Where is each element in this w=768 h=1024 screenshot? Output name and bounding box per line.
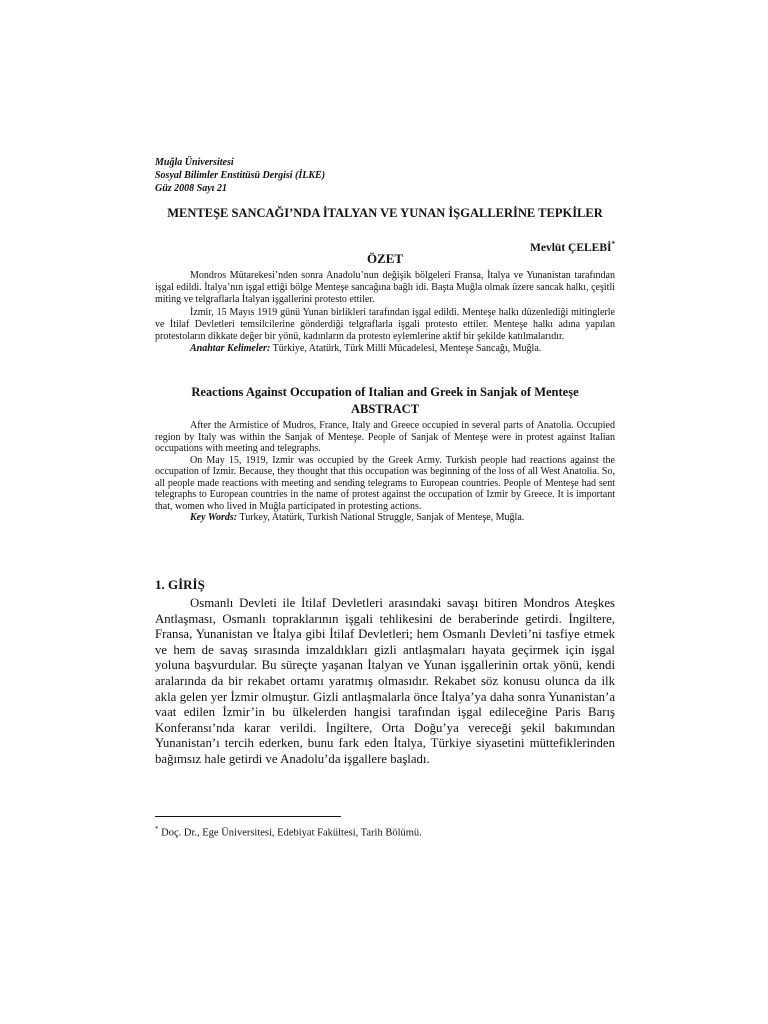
- journal-header: [155, 156, 615, 195]
- abstract-heading: ABSTRACT: [350, 402, 420, 416]
- footnote-marker: *: [155, 825, 159, 833]
- abstract-paragraph: After the Armistice of Mudros, France, Italy and Greece occupied in several parts of Anatolia. Occupied region by Italy was within the Sanjak of Menteşe. People of Sanjak of Menteşe were in protest against Italian occupations with meeting and telegraphs.: [155, 420, 615, 454]
- article-title: MENTEŞE SANCAĞI’NDA İTALYAN VE YUNAN İŞGALLERİNE TEPKİLER: [167, 206, 603, 220]
- keywords-label: Anahtar Kelimeler:: [190, 343, 271, 355]
- abstract-body: [155, 420, 615, 524]
- body-paragraph: Osmanlı Devleti ile İtilaf Devletleri arasındaki savaşı bitiren Mondros Ateşkes Antlaşması, Osmanlı topraklarının işgali tehlikesini de beraberinde getirdi. İngiltere, Fransa, Yunanistan ve İtalya gibi İtilaf Devletleri; hem Osmanlı Devleti’ni tasfiye etmek ve hem de savaş sırasında imzaldıkları gizli antlaşmaları hayata geçirmek için işgal yoluna başvurdular. Bu süreçte yaşanan İtalyan ve Yunan işgallerinin ortak yönü, kendi aralarında da bir rekabet ortamı yaratmış olmasıdır. Rekabet söz konusu olunca da ilk akla gelen yer İzmir olmuştur. Gizli antlaşmalarla önce İtalya’ya daha sonra Yunanistan’a vaat edilen İzmir’in bu ülkelerden hangisi tarafından işgal edileceğine Paris Barış Konferansı’nda karar verildi. İngiltere, Orta Doğu’ya vereceği şekil bakımından Yunanistan’ı tercih ederken, bunu fark eden İtalya, Türkiye siyasetini müttefiklerinden bağımsız hale getirdi ve Anadolu’da işgallere başladı.: [155, 596, 615, 766]
- footnote-divider: [155, 816, 341, 817]
- journal-issue: Güz 2008 Sayı 21: [155, 183, 227, 194]
- keywords-text: Turkey, Atatürk, Turkish National Struggle, Sanjak of Menteşe, Muğla.: [239, 512, 525, 523]
- keywords-label: Key Words:: [190, 512, 238, 523]
- english-title: Reactions Against Occupation of Italian and Greek in Sanjak of Menteşe: [191, 385, 579, 399]
- journal-university: Muğla Üniversitesi: [155, 157, 234, 168]
- footnote: [155, 823, 615, 840]
- abstract-keywords: [155, 512, 615, 524]
- ozet-keywords: [155, 343, 615, 355]
- section-body: [155, 596, 615, 768]
- author-name: Mevlüt ÇELEBİ: [530, 241, 612, 254]
- abstract-paragraph: On May 15, 1919, Izmir was occupied by the Greek Army. Turkish people had reactions against the occupation of Izmir. Because, they thought that this occupation was beginning of the loss of all West Anatolia. So, all people made reactions with meeting and sending telegrams to European countries. People of Menteşe had sent telegraphs to European countries in the name of protest against the occupation of Izmir by Greece. It is important that, women who lived in Muğla participated in protesting actions.: [155, 454, 615, 512]
- footnote-text: Doç. Dr., Ege Üniversitesi, Edebiyat Fakültesi, Tarih Bölümü.: [158, 827, 422, 839]
- journal-name: Sosyal Bilimler Enstitüsü Dergisi (İLKE): [155, 170, 326, 181]
- ozet-paragraph: İzmir, 15 Mayıs 1919 günü Yunan birlikleri tarafından işgal edildi. Menteşe halkı düzenlediği mitinglerle ve İtilaf Devletleri temsilcilerine gönderdiği telgraflarla işgali protesto ettiler. Menteşe halkı adına yapılan protestoların dikkate değer bir yönü, kadınların da protesto eylemlerine aktif bir şekilde katılmalarıdır.: [155, 306, 615, 343]
- author-footnote-marker: *: [611, 240, 615, 248]
- keywords-text: Türkiye, Atatürk, Türk Milli Mücadelesi, Menteşe Sancağı, Muğla.: [272, 343, 542, 355]
- ozet-body: [155, 270, 615, 355]
- ozet-heading: ÖZET: [366, 251, 404, 266]
- ozet-paragraph: Mondros Mütarekesi’nden sonra Anadolu’nun değişik bölgeleri Fransa, İtalya ve Yunanistan tarafından işgal edildi. İtalya’nın işgal ettiği bölge Menteşe sancağına bağlı idi. Başta Muğla olmak üzere sancak halkı, çeşitli miting ve telgraflarla İtalyan işgallerini protesto ettiler.: [155, 270, 615, 306]
- section-heading: 1. GİRİŞ: [155, 577, 205, 592]
